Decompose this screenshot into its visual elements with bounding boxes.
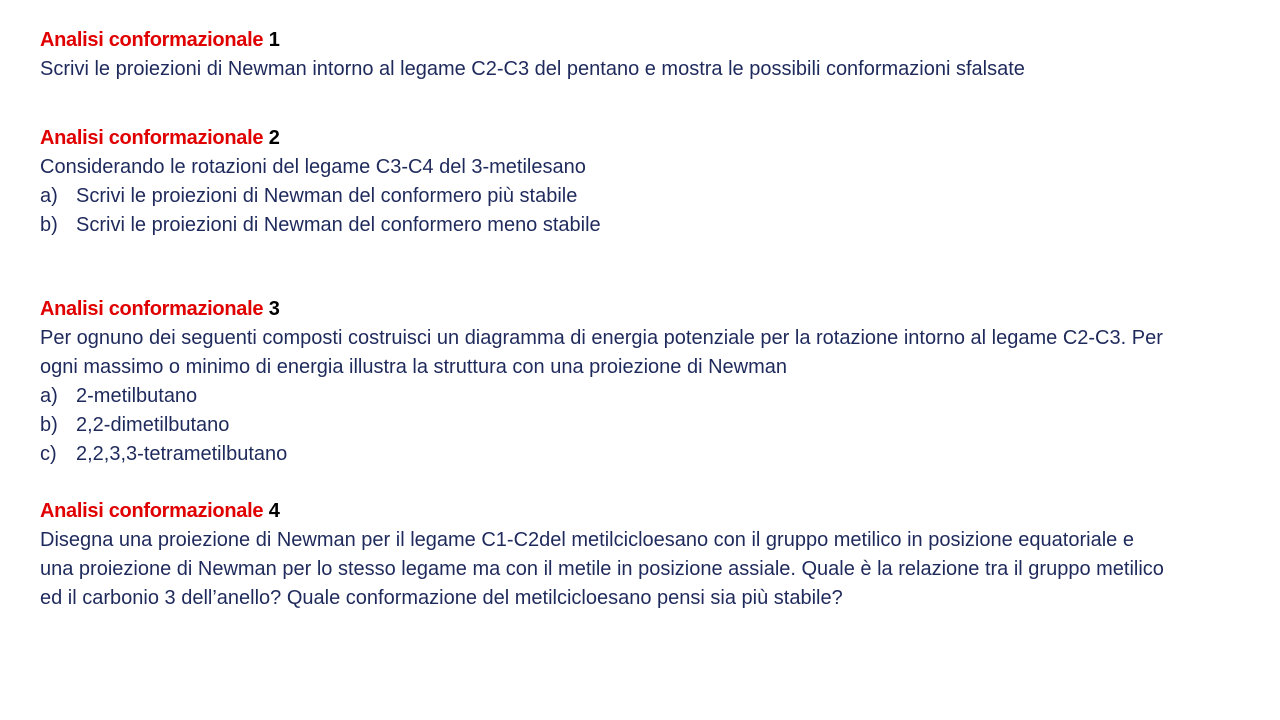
list-marker: c) [40,443,57,465]
list-item-text: Scrivi le proiezioni di Newman del conformero meno stabile [76,214,601,236]
exercise-3-item-c [40,440,1220,469]
exercise-2-heading: Analisi conformazionale [40,127,264,149]
exercise-3 [40,295,1220,469]
exercise-2 [40,124,1220,240]
exercise-4-number: 4 [268,500,280,522]
exercise-1-heading-row [40,26,1220,55]
list-marker: b) [40,414,58,436]
exercise-4-text: Disegna una proiezione di Newman per il legame C1-C2del metilcicloesano con il gruppo metilico in posizione equatoriale e una proiezione di Newman per lo stesso legame ma con il metile in posizione assiale. Quale è la relazione tra il gruppo metilico ed il carbonio 3 dell’anello? Quale conformazione del metilcicloesano pensi sia più stabile? [40,529,1164,609]
exercise-4 [40,497,1220,613]
exercise-1-number: 1 [268,29,280,51]
exercise-2-text: Considerando le rotazioni del legame C3-C4 del 3-metilesano [40,156,586,178]
list-item-text: 2,2-dimetilbutano [76,414,230,436]
exercise-2-item-a [40,182,1220,211]
exercise-1-text: Scrivi le proiezioni di Newman intorno al legame C2-C3 del pentano e mostra le possibili conformazioni sfalsate [40,58,1025,80]
list-marker: a) [40,385,58,407]
exercise-4-heading: Analisi conformazionale [40,500,264,522]
exercise-2-heading-row [40,124,1220,153]
exercise-3-item-b [40,411,1220,440]
exercise-3-heading-row [40,295,1220,324]
list-marker: a) [40,185,58,207]
exercise-1 [40,26,1220,84]
exercise-2-number: 2 [268,127,280,149]
exercise-1-heading: Analisi conformazionale [40,29,264,51]
list-item-text: Scrivi le proiezioni di Newman del conformero più stabile [76,185,578,207]
list-item-text: 2-metilbutano [76,385,198,407]
exercise-2-item-b [40,211,1220,240]
exercise-4-heading-row [40,497,1220,526]
list-marker: b) [40,214,58,236]
exercise-3-text: Per ognuno dei seguenti composti costruisci un diagramma di energia potenziale per la rotazione intorno al legame C2-C3. Per ogni massimo o minimo di energia illustra la struttura con una proiezione di Newman [40,327,1163,378]
exercise-3-item-a [40,382,1220,411]
exercise-3-number: 3 [268,298,280,320]
list-item-text: 2,2,3,3-tetrametilbutano [76,443,288,465]
exercise-3-heading: Analisi conformazionale [40,298,264,320]
